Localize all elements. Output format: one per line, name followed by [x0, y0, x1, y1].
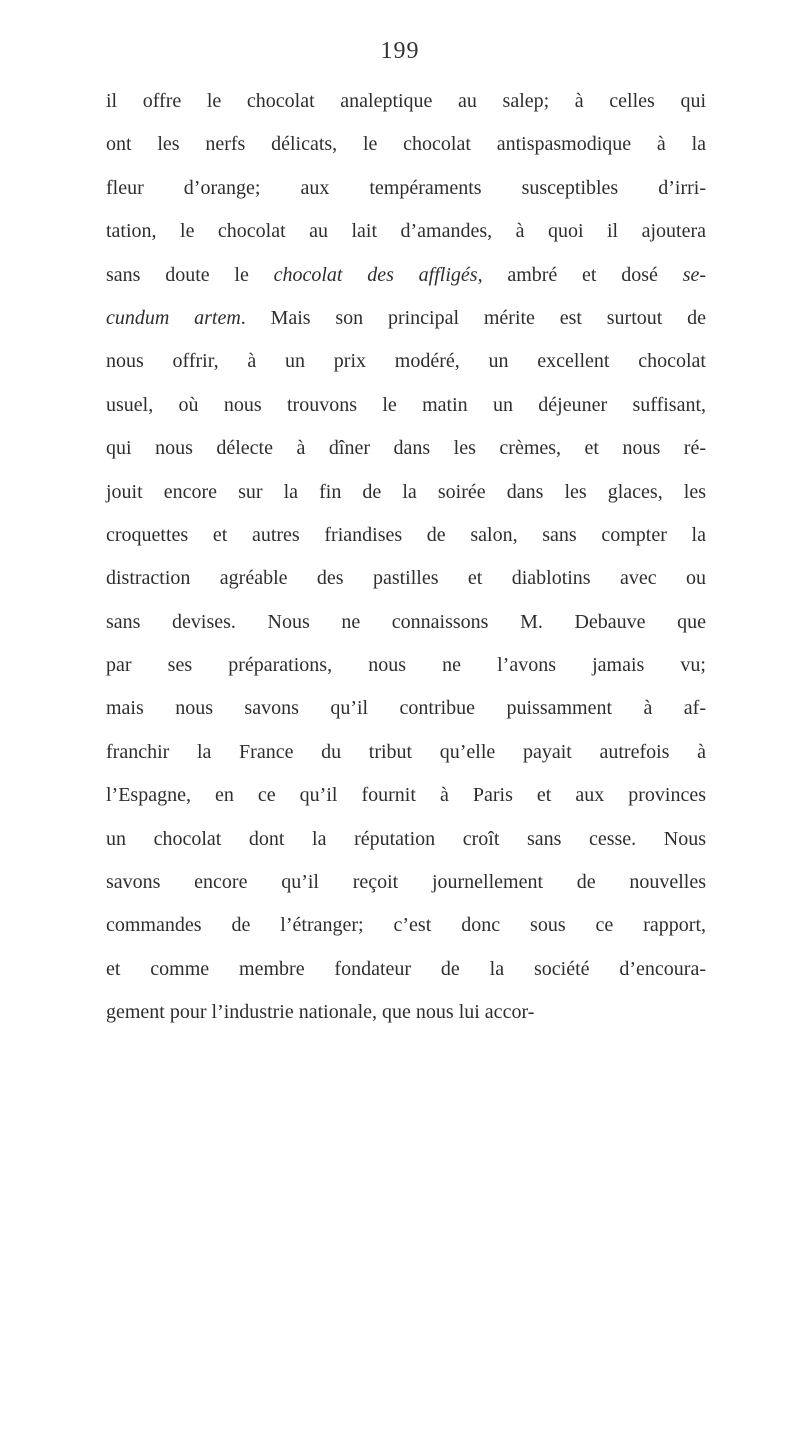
text-line: commandes de l’étranger; c’est donc sous ce rapport,: [106, 914, 706, 937]
body-text: [106, 80, 706, 1035]
text-line: un chocolat dont la réputation croît sans cesse. Nous: [106, 827, 706, 850]
text-line: et comme membre fondateur de la société d’encoura-: [106, 957, 706, 980]
text-line: ont les nerfs délicats, le chocolat antispasmodique à la: [106, 133, 706, 156]
text-line: distraction agréable des pastilles et diablotins avec ou: [106, 567, 706, 590]
text-line: tation, le chocolat au lait d’amandes, à quoi il ajoutera: [106, 220, 706, 243]
text-line: [106, 297, 706, 340]
text-line: l’Espagne, en ce qu’il fournit à Paris et aux provinces: [106, 784, 706, 807]
text-line: savons encore qu’il reçoit journellement de nouvelles: [106, 871, 706, 894]
text-run: . Mais son principal mérite est surtout de: [240, 306, 706, 329]
text-line: mais nous savons qu’il contribue puissamment à af-: [106, 697, 706, 720]
text-line: franchir la France du tribut qu’elle payait autrefois à: [106, 740, 706, 763]
italic-run: se-: [682, 263, 707, 286]
text-line: sans devises. Nous ne connaissons M. Debauve que: [106, 610, 706, 633]
italic-run: cundum artem: [106, 306, 241, 329]
text-line: par ses préparations, nous ne l’avons jamais vu;: [106, 654, 706, 677]
text-line: [106, 254, 706, 297]
text-line: croquettes et autres friandises de salon, sans compter la: [106, 523, 706, 546]
text-line: usuel, où nous trouvons le matin un déjeuner suffisant,: [106, 393, 706, 416]
text-run: sans doute le: [106, 263, 274, 286]
text-line: gement pour l’industrie nationale, que nous lui accor-: [106, 1001, 535, 1024]
page-number: 199: [380, 38, 420, 64]
text-line: fleur d’orange; aux tempéraments susceptibles d’irri-: [106, 176, 706, 199]
italic-run: chocolat des affligés: [273, 263, 478, 286]
text-line: il offre le chocolat analeptique au salep; à celles qui: [106, 90, 706, 112]
text-line: qui nous délecte à dîner dans les crèmes, et nous ré-: [106, 437, 706, 460]
text-line: nous offrir, à un prix modéré, un excellent chocolat: [106, 350, 706, 373]
text-line: jouit encore sur la fin de la soirée dans les glaces, les: [106, 480, 706, 503]
text-run: , ambré et dosé: [477, 263, 658, 286]
